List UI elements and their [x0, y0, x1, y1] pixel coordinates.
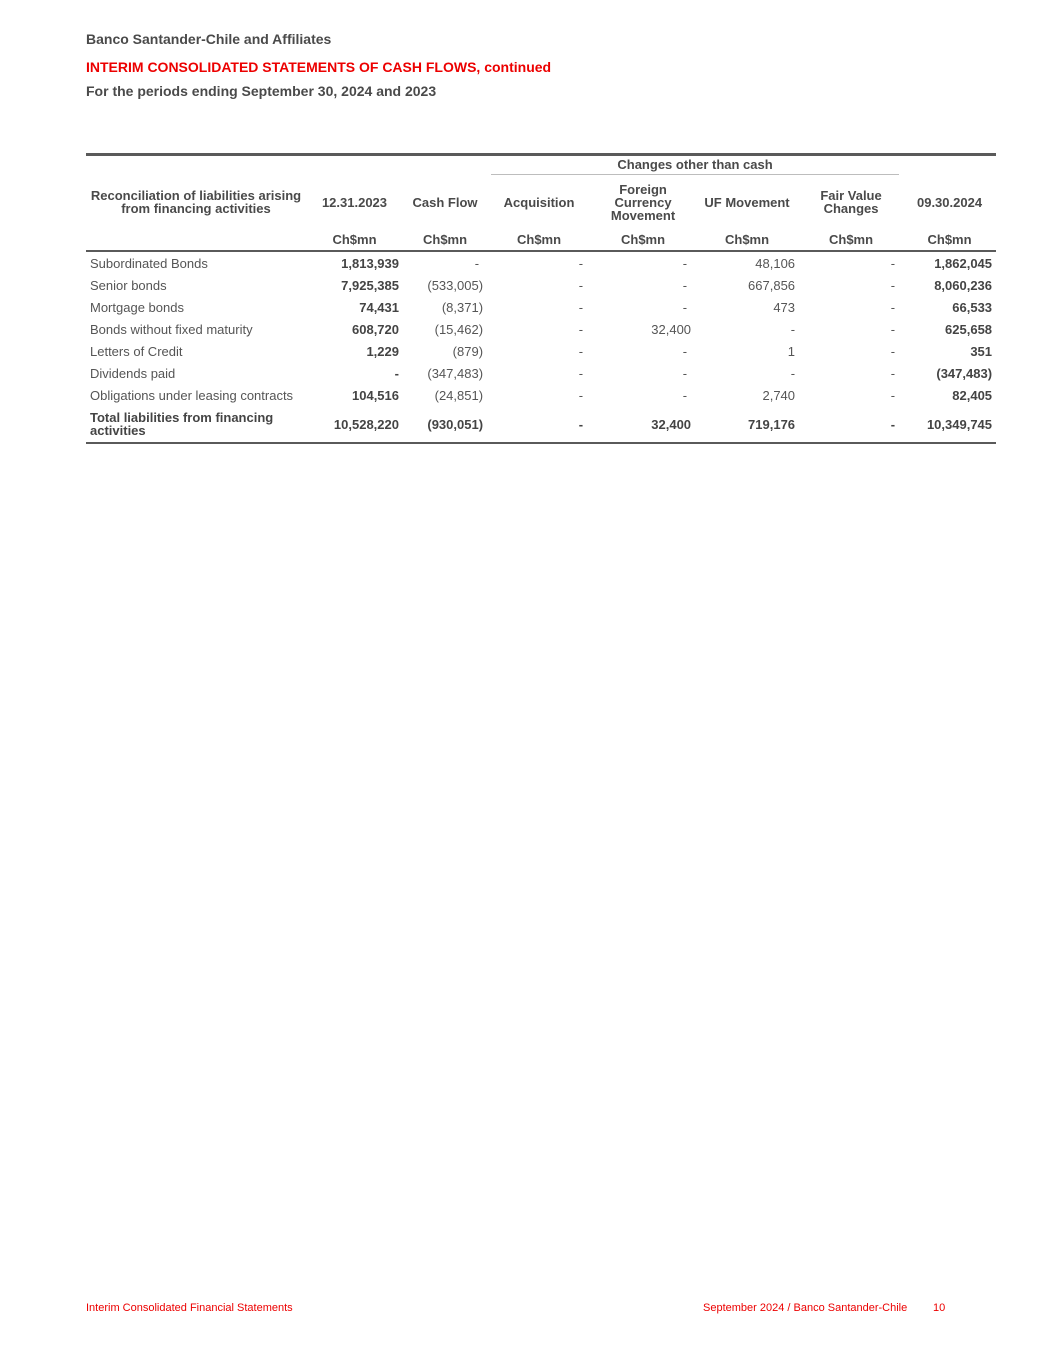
total-uf: 719,176 — [695, 406, 799, 443]
fx-value: 32,400 — [651, 321, 692, 337]
fx-value: - — [682, 387, 688, 403]
unit-label: Ch$mn — [306, 228, 403, 251]
financing-liabilities-reconciliation-table — [86, 153, 996, 444]
row-label: Senior bonds — [90, 277, 167, 293]
opening-value: 7,925,385 — [341, 277, 399, 293]
unit-label: Ch$mn — [591, 228, 695, 251]
column-header-cash-flow: Cash Flow — [412, 194, 478, 210]
total-closing: 10,349,745 — [903, 406, 996, 443]
fair-value-value: - — [890, 321, 896, 337]
uf-value: 473 — [773, 299, 796, 315]
acquisition-value: - — [578, 255, 584, 271]
column-header-uf-movement: UF Movement — [704, 194, 790, 210]
header-spacer — [86, 155, 487, 177]
unit-label: Ch$mn — [487, 228, 591, 251]
total-acquisition: - — [487, 406, 591, 443]
total-row — [86, 406, 996, 443]
acquisition-value: - — [578, 321, 584, 337]
row-label: Dividends paid — [90, 365, 176, 381]
company-name: Banco Santander-Chile and Affiliates — [86, 31, 332, 47]
fx-value: - — [682, 365, 688, 381]
opening-value: 608,720 — [352, 321, 399, 337]
table-row — [86, 296, 996, 318]
closing-value: (347,483) — [936, 365, 993, 381]
closing-value: 625,658 — [945, 321, 993, 337]
column-header-opening: 12.31.2023 — [321, 194, 388, 210]
row-label: Bonds without fixed maturity — [90, 321, 253, 337]
uf-value: - — [790, 365, 796, 381]
fx-value: - — [682, 255, 688, 271]
column-header-closing: 09.30.2024 — [916, 194, 983, 210]
cash-flow-value: (347,483) — [427, 365, 484, 381]
fair-value-value: - — [890, 255, 896, 271]
uf-value: 48,106 — [755, 255, 796, 271]
total-opening: 10,528,220 — [306, 406, 403, 443]
table-row — [86, 384, 996, 406]
group-header-changes-other-than-cash: Changes other than cash — [491, 158, 899, 175]
closing-value: 66,533 — [952, 299, 993, 315]
acquisition-value: - — [578, 387, 584, 403]
fx-value: - — [682, 277, 688, 293]
table-row — [86, 340, 996, 362]
fair-value-value: - — [890, 299, 896, 315]
cash-flow-value: (8,371) — [441, 299, 484, 315]
table-row — [86, 318, 996, 340]
fair-value-value: - — [890, 277, 896, 293]
uf-value: 667,856 — [748, 277, 796, 293]
page-number: 10 — [933, 1302, 946, 1314]
table-row — [86, 362, 996, 384]
footer-date-company: September 2024 / Banco Santander-Chile — [703, 1302, 908, 1314]
column-header-acquisition: Acquisition — [503, 194, 575, 210]
row-label: Mortgage bonds — [90, 299, 184, 315]
closing-value: 351 — [970, 343, 993, 359]
total-fx: 32,400 — [591, 406, 695, 443]
opening-value: 1,813,939 — [341, 255, 399, 271]
total-label: Total liabilities from financing activities — [86, 406, 306, 443]
opening-value: 1,229 — [366, 343, 399, 359]
unit-label: Ch$mn — [799, 228, 903, 251]
row-label: Subordinated Bonds — [90, 255, 208, 271]
fair-value-value: - — [890, 365, 896, 381]
fair-value-value: - — [890, 387, 896, 403]
group-header-cell — [487, 155, 903, 177]
unit-label: Ch$mn — [695, 228, 799, 251]
opening-value: - — [394, 365, 399, 381]
period-subtitle: For the periods ending September 30, 2024 and 2023 — [86, 83, 437, 99]
uf-value: - — [790, 321, 796, 337]
column-header-fair-value: Fair Value Changes — [820, 188, 882, 216]
acquisition-value: - — [578, 343, 584, 359]
closing-value: 1,862,045 — [934, 255, 993, 271]
opening-value: 104,516 — [352, 387, 399, 403]
total-cash-flow: (930,051) — [403, 406, 487, 443]
fair-value-value: - — [890, 343, 896, 359]
cash-flow-value: - — [474, 255, 480, 271]
cash-flow-value: (533,005) — [427, 277, 484, 293]
unit-label: Ch$mn — [903, 228, 996, 251]
cash-flow-value: (879) — [452, 343, 484, 359]
acquisition-value: - — [578, 277, 584, 293]
column-header-fx-movement: Foreign Currency Movement — [610, 181, 676, 223]
opening-value: 74,431 — [359, 299, 399, 315]
column-header-description: Reconciliation of liabilities arising from financing activities — [90, 188, 302, 216]
total-fair-value: - — [799, 406, 903, 443]
acquisition-value: - — [578, 299, 584, 315]
closing-value: 8,060,236 — [934, 277, 993, 293]
unit-label: Ch$mn — [403, 228, 487, 251]
statement-title: INTERIM CONSOLIDATED STATEMENTS OF CASH FLOWS, continued — [86, 59, 552, 75]
units-spacer — [86, 228, 306, 251]
header-spacer — [903, 155, 996, 177]
uf-value: 1 — [787, 343, 796, 359]
cash-flow-value: (15,462) — [434, 321, 484, 337]
row-label: Letters of Credit — [90, 343, 183, 359]
table-row — [86, 274, 996, 296]
cash-flow-value: (24,851) — [434, 387, 484, 403]
fx-value: - — [682, 343, 688, 359]
closing-value: 82,405 — [952, 387, 993, 403]
footer-document-name: Interim Consolidated Financial Statements — [86, 1302, 293, 1314]
uf-value: 2,740 — [762, 387, 796, 403]
fx-value: - — [682, 299, 688, 315]
acquisition-value: - — [578, 365, 584, 381]
table-row — [86, 251, 996, 274]
row-label: Obligations under leasing contracts — [90, 387, 294, 403]
